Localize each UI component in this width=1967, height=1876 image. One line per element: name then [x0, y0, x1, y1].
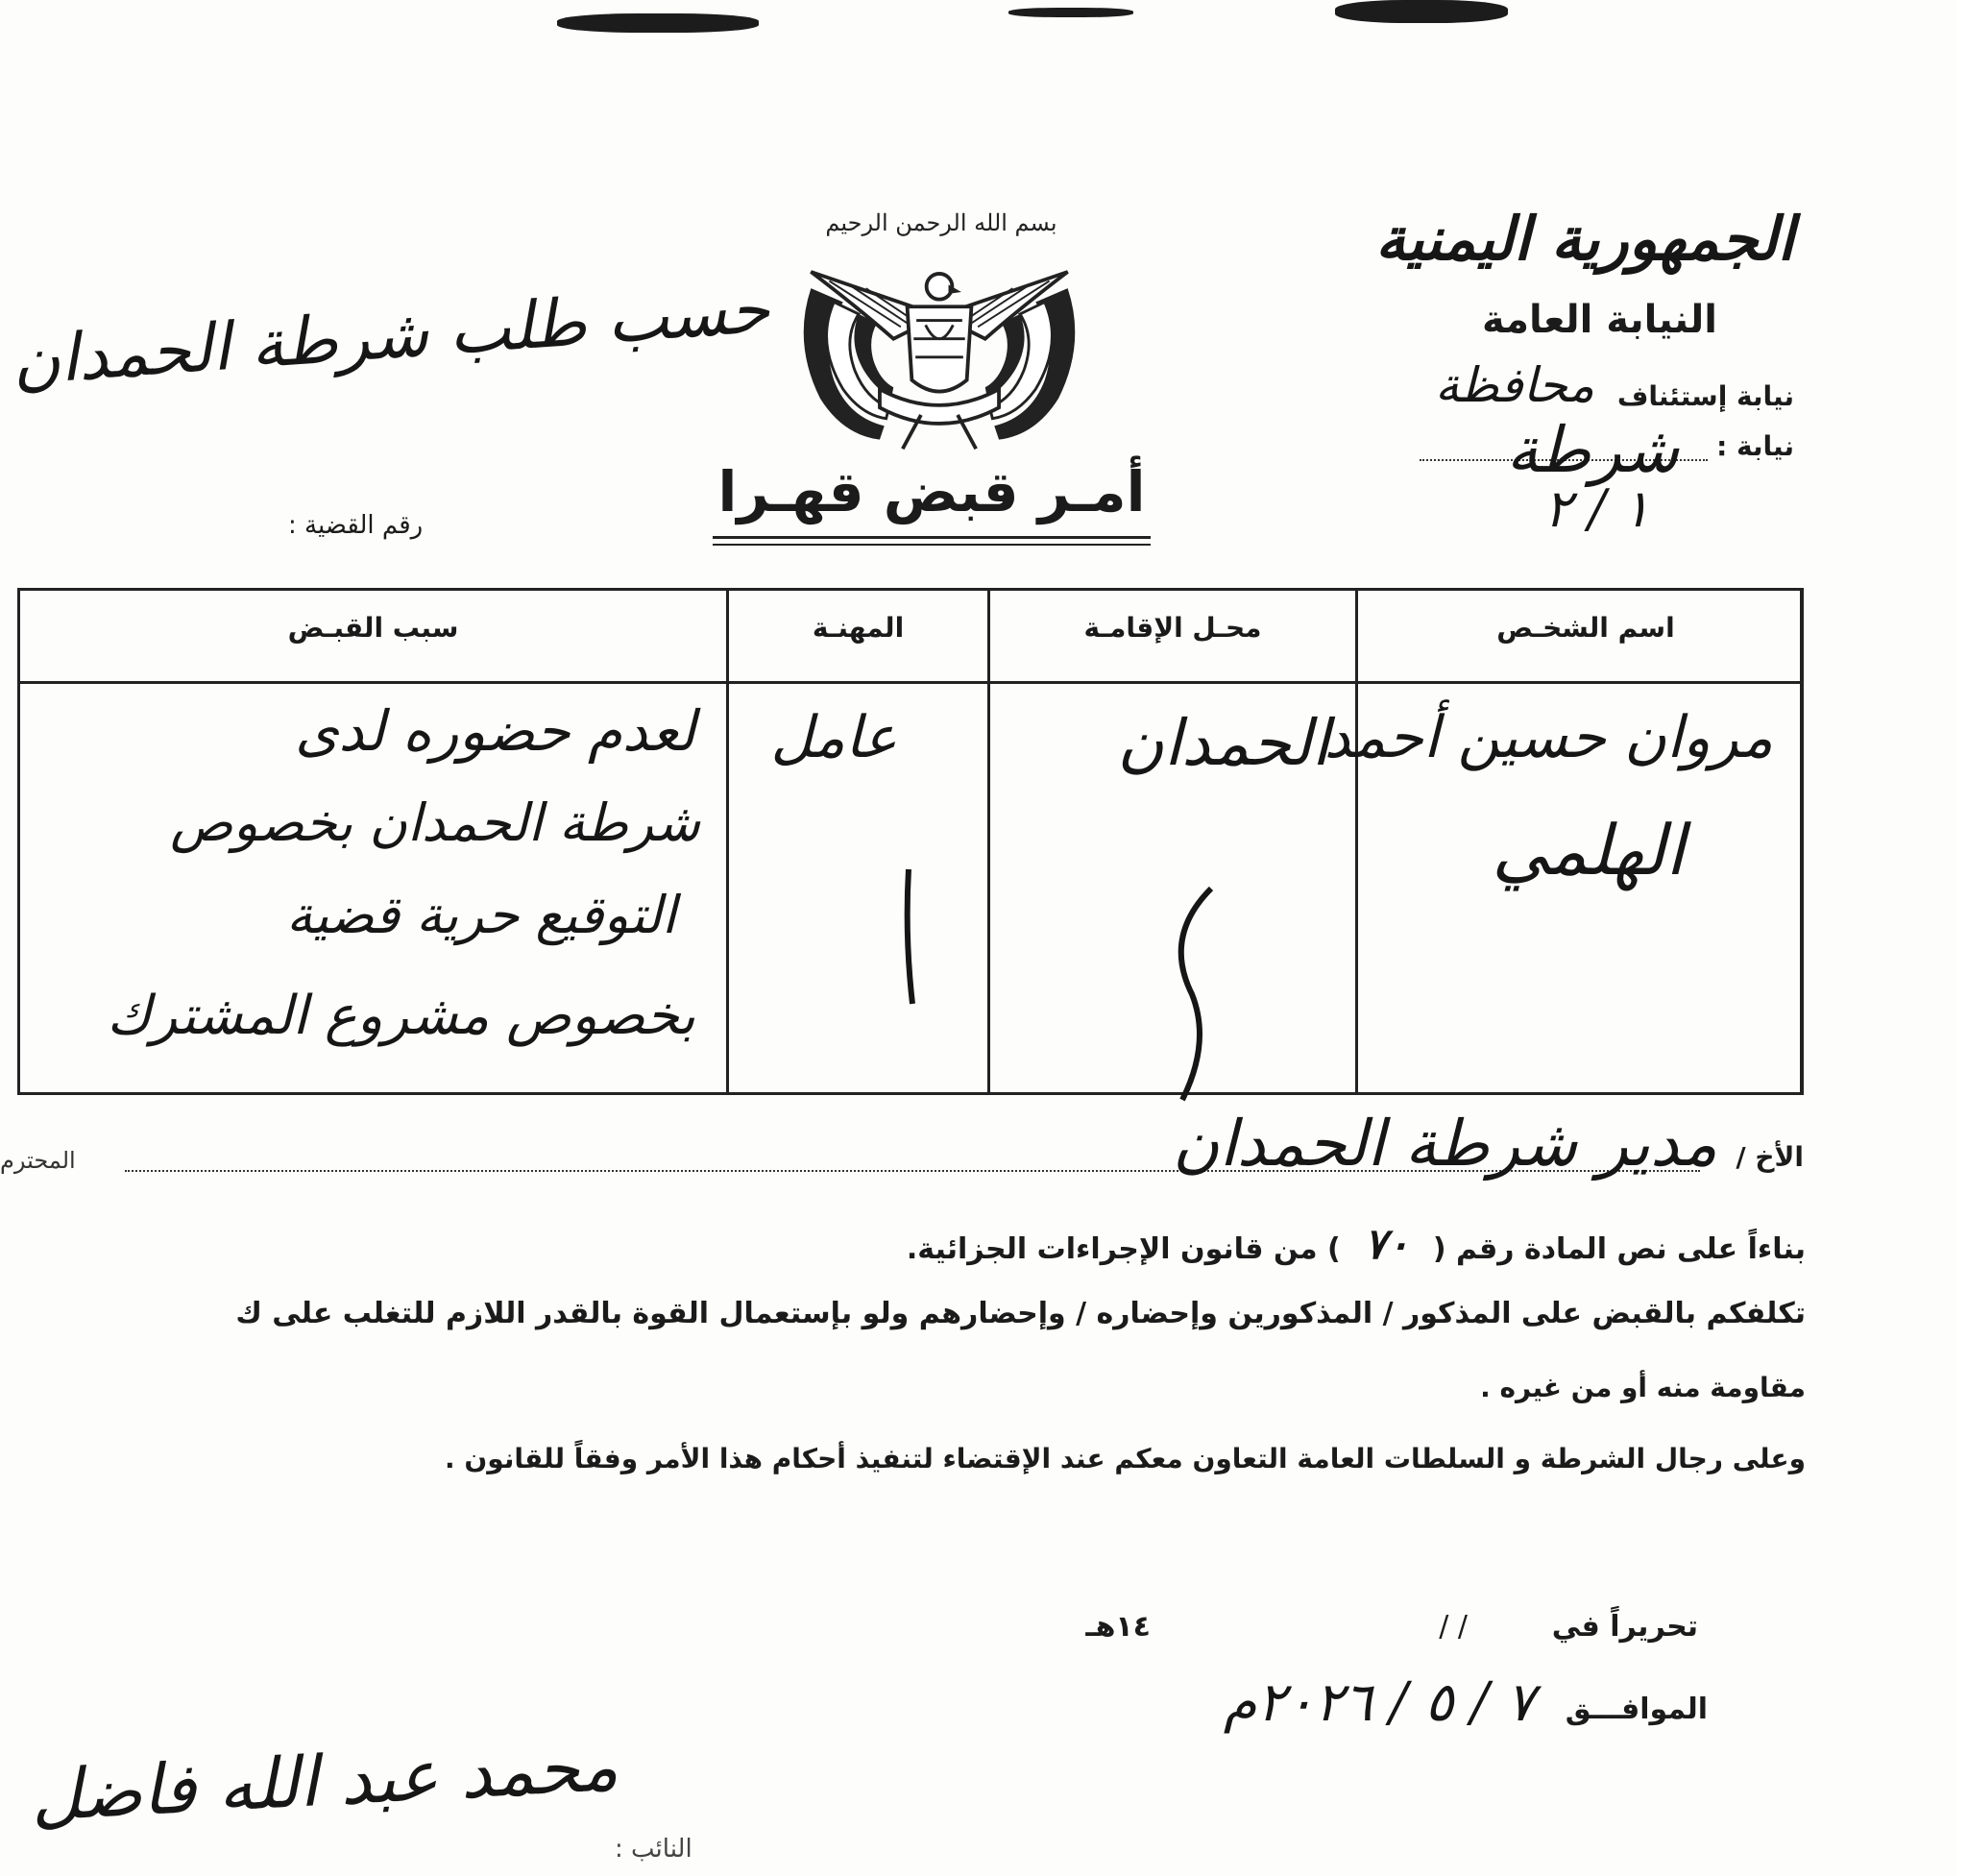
- article-number: ٧٠: [1364, 1220, 1410, 1269]
- cell-reason-line1: لعدم حضوره لدى: [295, 698, 695, 764]
- header-residence: محـل الإقامـة: [1083, 612, 1262, 644]
- cell-profession: عامل: [770, 704, 897, 771]
- article-suffix: ) من قانون الإجراءات الجزائية.: [906, 1232, 1341, 1266]
- residence-ditto-mark: [1153, 879, 1230, 1109]
- profession-ditto-mark: [889, 860, 928, 1013]
- country-name: الجمهورية اليمنية: [1375, 204, 1794, 274]
- arrest-details-table: [17, 588, 1804, 1095]
- hijri-year-suffix: ١٤هـ: [1085, 1610, 1151, 1644]
- cell-reason-line4: بخصوص مشروع المشترك: [107, 985, 695, 1047]
- scan-smudge-right: [1335, 0, 1508, 23]
- header-profession: المهنـة: [812, 612, 905, 644]
- gregorian-label: الموافـــق: [1565, 1693, 1708, 1726]
- hijri-date-slashes: / /: [1439, 1610, 1468, 1644]
- table-divider-2: [987, 591, 990, 1092]
- yemen-emblem-icon: [776, 252, 1103, 453]
- table-divider-3: [1355, 591, 1358, 1092]
- handwritten-number-note: ١ / ٢: [1543, 478, 1650, 539]
- signature: محمد عبد الله فاضل: [29, 1724, 620, 1837]
- title-underline-1: [713, 536, 1151, 539]
- gregorian-date-value: ٧ / ٥ / ٢٠٢٦م: [1223, 1671, 1535, 1734]
- article-prefix: بناءاً على نص المادة رقم (: [1432, 1232, 1806, 1266]
- case-number-label: رقم القضية :: [288, 511, 424, 540]
- appeal-prosecution-label: نيابة إستئناف: [1616, 380, 1794, 412]
- header-arrest-reason: سبب القبـض: [287, 612, 459, 644]
- brother-label: الأخ /: [1736, 1141, 1804, 1173]
- top-left-handwritten-note: حسب طلب شرطة الحمدان: [10, 271, 772, 401]
- prosecution-value: شرطة: [1506, 413, 1679, 487]
- basmala: بسم الله الرحمن الرحيم: [825, 209, 1057, 236]
- prosecution-label: نيابة :: [1716, 430, 1794, 462]
- scan-right-margin: [1957, 0, 1967, 1876]
- document-title: أمـر قبض قهـرا: [717, 459, 1146, 524]
- cell-residence: الحمدان: [1117, 706, 1329, 780]
- cell-reason-line3: التوقيع حرية قضية: [286, 885, 676, 945]
- article-line: [907, 1220, 1806, 1269]
- signatory-label: النائب :: [615, 1835, 692, 1864]
- title-underline-2: [713, 544, 1151, 546]
- cell-reason-line2: شرطة الحمدان بخصوص: [170, 792, 700, 853]
- header-person-name: اسم الشخـص: [1496, 612, 1675, 644]
- cell-person-name-line2: الهلمي: [1492, 810, 1685, 890]
- body-paragraph-3: وعلى رجال الشرطة و السلطات العامة التعاون معكم عند الإقتضاء لتنفيذ أحكام هذا الأمر وفقاً للقانون .: [445, 1443, 1806, 1474]
- brother-value: مدير شرطة الحمدان: [1172, 1107, 1717, 1181]
- body-paragraph-1: تكلفكم بالقبض على المذكور / المذكورين وإحضاره / وإحضارهم ولو بإستعمال القوة بالقدر اللازم للتغلب على ك: [235, 1297, 1806, 1330]
- scan-smudge-left: [557, 13, 759, 33]
- written-on-label: تحريراً في: [1551, 1610, 1698, 1644]
- body-paragraph-2: مقاومة منه أو من غيره .: [1480, 1372, 1806, 1403]
- scan-smudge-middle: [1008, 8, 1133, 17]
- appeal-prosecution-value: محافظة: [1434, 357, 1594, 413]
- authority-name: النيابة العامة: [1482, 298, 1717, 342]
- table-header-divider: [20, 681, 1800, 684]
- cell-person-name-line1: مروان حسين أحمد: [1323, 704, 1773, 771]
- table-divider-1: [726, 591, 729, 1092]
- respected-label: المحترم: [0, 1147, 76, 1174]
